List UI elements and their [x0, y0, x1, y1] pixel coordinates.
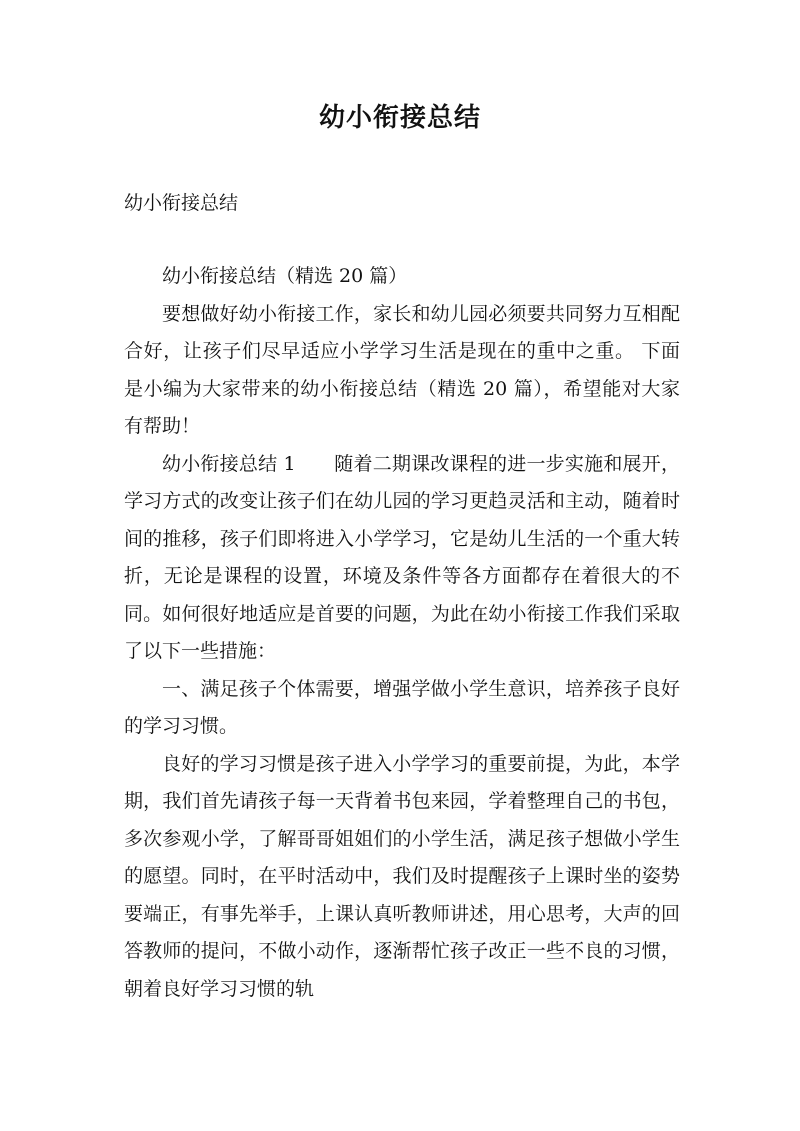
- paragraph-habits: 良好的学习习惯是孩子进入小学学习的重要前提，为此，本学期，我们首先请孩子每一天背着书包来园，学着整理自己的书包，多次参观小学，了解哥哥姐姐们的小学生活，满足孩子想做小学生的愿望。同时，在平时活动中，我们及时提醒孩子上课时坐的姿势要端正，有事先举手，上课认真听教师讲述，用心思考，大声的回答教师的提问，不做小动作，逐渐帮忙孩子改正一些不良的习惯，朝着良好学习习惯的轨: [124, 752, 680, 1000]
- document-subtitle: 幼小衔接总结: [124, 192, 239, 214]
- document-title: 幼小衔接总结: [318, 103, 481, 133]
- document-body: [124, 258, 680, 1008]
- paragraph-intro: 要想做好幼小衔接工作，家长和幼儿园必须要共同努力互相配合好，让孩子们尽早适应小学学习生活是现在的重中之重。 下面是小编为大家带来的幼小衔接总结（精选 20 篇），希望能对大家有帮助！: [124, 302, 680, 437]
- paragraph-heading: 幼小衔接总结（精选 20 篇）: [162, 265, 408, 287]
- paragraph-summary-1: 幼小衔接总结 1 随着二期课改课程的进一步实施和展开，学习方式的改变让孩子们在幼儿园的学习更趋灵活和主动，随着时间的推移，孩子们即将进入小学学习，它是幼儿生活的一个重大转折，无论是课程的设置，环境及条件等各方面都存在着很大的不同。如何很好地适应是首要的问题，为此在幼小衔接工作我们采取了以下一些措施：: [124, 452, 680, 662]
- paragraph-section-1: 一、满足孩子个体需要，增强学做小学生意识，培养孩子良好的学习习惯。: [124, 677, 680, 737]
